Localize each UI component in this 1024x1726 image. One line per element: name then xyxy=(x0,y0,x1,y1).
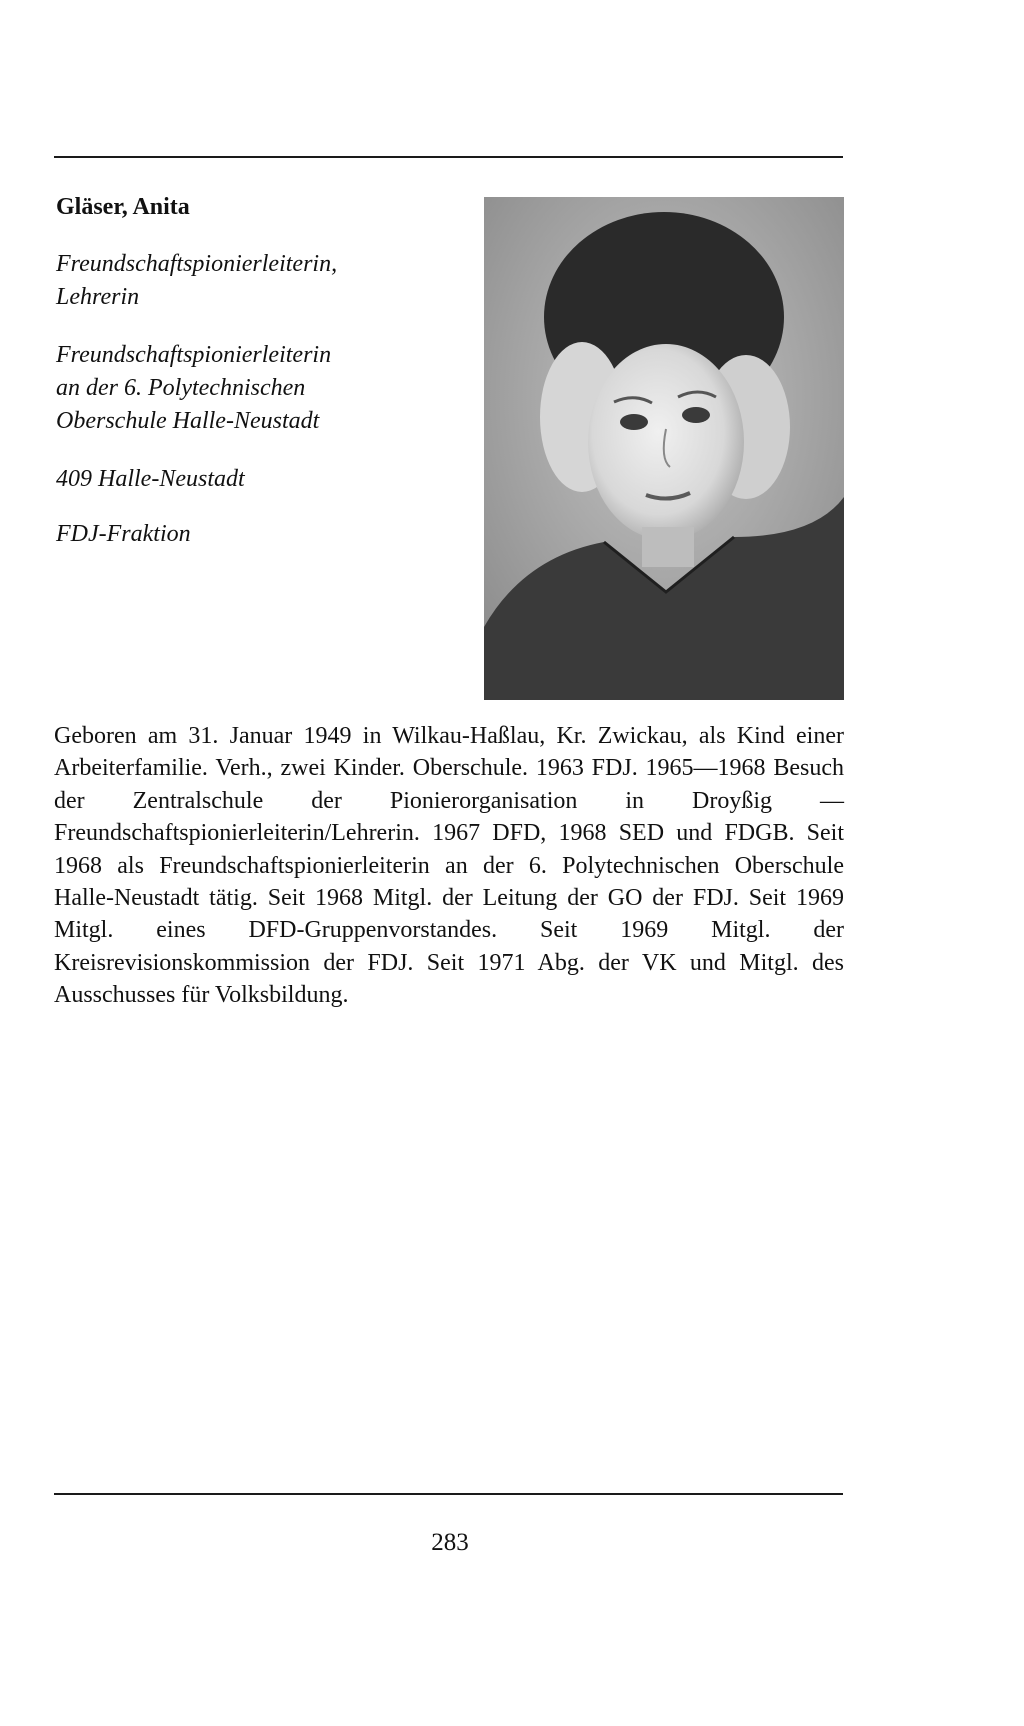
workplace xyxy=(56,339,456,438)
workplace-line: Freundschaftspionierleiterin xyxy=(56,342,332,368)
faction: FDJ-Fraktion xyxy=(56,521,191,547)
position-line: Freundschaftspionierleiterin, xyxy=(56,251,338,277)
person-name: Gläser, Anita xyxy=(56,194,190,220)
portrait-illustration xyxy=(484,197,844,700)
workplace-line: an der 6. Polytechnischen xyxy=(56,375,306,401)
bottom-rule xyxy=(54,1493,843,1495)
portrait-photo xyxy=(484,197,844,700)
position-line: Lehrerin xyxy=(56,284,140,310)
biography: Geboren am 31. Januar 1949 in Wilkau-Haßlau, Kr. Zwickau, als Kind einer Arbeiterfamilie. Verh., zwei Kinder. Oberschule. 1963 FDJ. 1965—1968 Besuch der Zentralschule der Pionierorganisation in Droyßig — Freundschaftspionierleiterin/Lehrerin. 1967 DFD, 1968 SED und FDGB. Seit 1968 als Freundschaftspionierleiterin an der 6. Polytechnischen Oberschule Halle-Neustadt tätig. Seit 1968 Mitgl. der Leitung der GO der FDJ. Seit 1969 Mitgl. eines DFD-Gruppenvorstandes. Seit 1969 Mitgl. der Kreisrevisionskommission der FDJ. Seit 1971 Abg. der VK und Mitgl. des Ausschusses für Volksbildung. xyxy=(54,723,844,1009)
city: 409 Halle-Neustadt xyxy=(56,466,245,492)
entry-header xyxy=(56,192,456,551)
workplace-line: Oberschule Halle-Neustadt xyxy=(56,408,320,434)
top-rule xyxy=(54,156,843,158)
position-title xyxy=(56,248,456,314)
page-number: 283 xyxy=(431,1529,469,1556)
